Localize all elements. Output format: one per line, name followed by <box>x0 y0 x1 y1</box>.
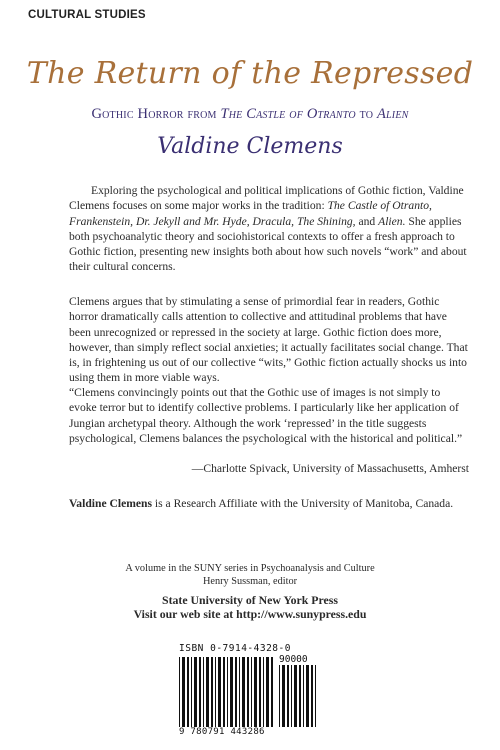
series-line-1: A volume in the SUNY series in Psychoanalysis and Culture <box>125 563 375 574</box>
publisher-website: Visit our web site at http://www.sunypress.edu <box>133 607 367 621</box>
subtitle-prefix: Gothic Horror from <box>91 106 221 122</box>
book-subtitle <box>0 106 500 123</box>
blurb-attribution: —Charlotte Spivack, University of Massachusetts, Amherst <box>191 462 469 475</box>
p1-text-a: Exploring the psychological and political implications of Gothic fiction, Valdine Clemens focuses on some major works in the tradition: <box>69 184 464 213</box>
publisher-block <box>0 593 500 621</box>
barcode-block <box>179 643 321 738</box>
subtitle-connector: to <box>355 106 377 122</box>
description-paragraph-1 <box>69 183 469 275</box>
price-code: 90000 <box>279 654 308 665</box>
subtitle-work-1: The Castle of Otranto <box>220 106 356 122</box>
bio-text: is a Research Affiliate with the University of Manitoba, Canada. <box>152 497 454 510</box>
category-label: CULTURAL STUDIES <box>28 9 146 21</box>
ean-number: 9 780791 443286 <box>179 727 265 737</box>
series-editor: Henry Sussman, editor <box>202 575 298 587</box>
author-bio <box>69 496 469 511</box>
p1-alien: Alien. <box>378 214 406 228</box>
isbn-number: ISBN 0-7914-4328-0 <box>179 643 291 654</box>
series-note <box>0 563 500 588</box>
p1-and: and <box>355 214 379 228</box>
blurb-quote: “Clemens convincingly points out that the Gothic use of images is not simply to evoke terror but to identify collective problems. I particularly like her application of Jungian archetypal theory. Although the work ‘repressed’ in the title suggests psychological, Clemens balances the psychological with the historical and political.” <box>69 386 463 445</box>
p1-text-b: She applies both psychoanalytic theory and sociohistorical contexts to offer a fresh approach to Gothic fiction, presenting new insights both about how such novels “work” and about their cultural concerns. <box>69 214 467 274</box>
bio-author-name: Valdine Clemens <box>69 497 152 510</box>
book-author: Valdine Clemens <box>157 134 343 159</box>
addon-barcode-icon <box>279 665 321 727</box>
book-title: The Return of the Repressed <box>26 56 474 91</box>
p1-works: The Castle of Otranto, Frankenstein, Dr. Jekyll and Mr. Hyde, Dracula, The Shining, <box>69 199 432 228</box>
ean-barcode-icon <box>179 657 275 727</box>
publisher-name: State University of New York Press <box>162 593 338 607</box>
description-paragraph-2: Clemens argues that by stimulating a sense of primordial fear in readers, Gothic horror dramatically calls attention to collective and attitudinal problems that have been unrecognized or repressed in the society at large. Gothic fiction does more, however, than simply reflect social anxieties; it actually facilitates social change. That is, in frightening us out of our collective “wits,” Gothic fiction actually shocks us into using them in more viable ways. <box>69 295 468 385</box>
subtitle-work-2: Alien <box>376 106 409 122</box>
